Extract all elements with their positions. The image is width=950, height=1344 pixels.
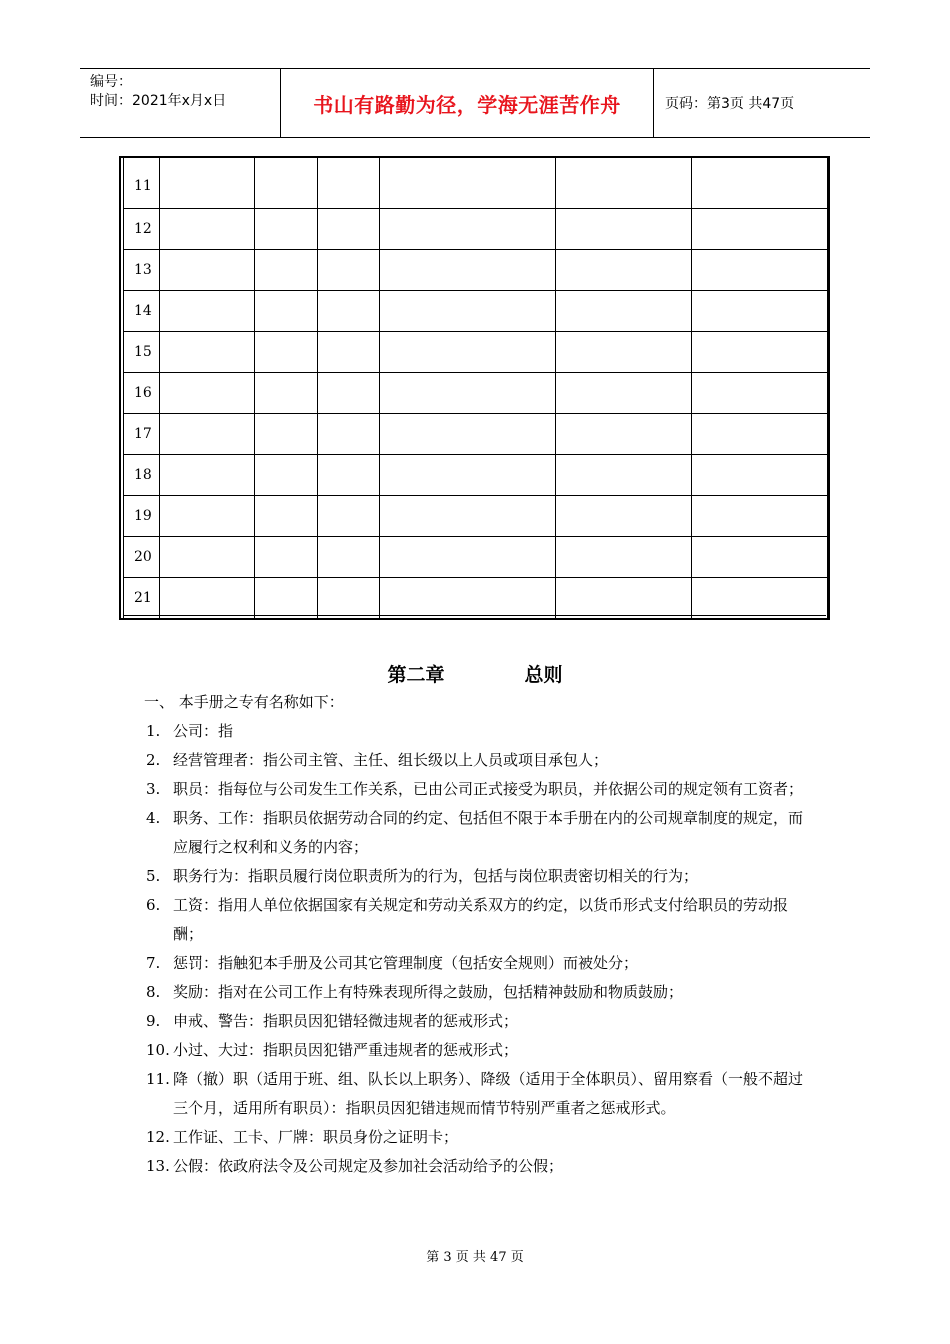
list-item-number: 1.: [146, 722, 161, 740]
table-row: [124, 331, 828, 372]
row-number-cell: 16: [124, 372, 160, 413]
list-item-text: 申戒、警告：指职员因犯错轻微违规者的惩戒形式；: [173, 1012, 519, 1030]
table-cell: [160, 577, 255, 618]
table-cell: [380, 536, 556, 577]
table-cell: [318, 495, 380, 536]
table-cell: [380, 372, 556, 413]
table-cell: [318, 454, 380, 495]
table-cell: [556, 536, 692, 577]
table-cell: [160, 158, 255, 208]
table-cell: [556, 454, 692, 495]
row-number-cell: 11: [124, 158, 160, 208]
list-item-number: 10.: [146, 1041, 170, 1059]
list-item-number: 13.: [146, 1157, 170, 1175]
table-cell: [692, 331, 828, 372]
table-row: [124, 249, 828, 290]
chapter-heading: [0, 660, 950, 687]
table-row: [124, 372, 828, 413]
header-divider: [653, 69, 654, 137]
table-cell: [255, 577, 318, 618]
table-row: [124, 158, 828, 208]
table-cell: [692, 208, 828, 249]
table-cell: [556, 249, 692, 290]
table-cell: [380, 249, 556, 290]
header-motto-cell: [281, 69, 653, 137]
list-item-text: 职务行为：指职员履行岗位职责所为的行为，包括与岗位职责密切相关的行为；: [173, 867, 699, 885]
table-cell: [255, 158, 318, 208]
page-footer: 第 3 页 共 47 页: [426, 1250, 524, 1265]
row-number-cell: 15: [124, 331, 160, 372]
list-item-text: 职务、工作：指职员依据劳动合同的约定、包括但不限于本手册在内的公司规章制度的规定，而应履行之权利和义务的内容；: [173, 809, 804, 856]
table-cell: [556, 413, 692, 454]
list-item-text: 经营管理者：指公司主管、主任、组长级以上人员或项目承包人；: [173, 751, 609, 769]
table-cell: [160, 536, 255, 577]
table-cell: [255, 331, 318, 372]
list-item: [146, 1007, 816, 1036]
list-item-number: 12.: [146, 1128, 170, 1146]
list-item: [146, 717, 816, 746]
table-cell: [255, 454, 318, 495]
table-cell: [160, 249, 255, 290]
table-cell: [556, 495, 692, 536]
list-item-number: 11.: [146, 1070, 170, 1088]
table-cell: [380, 331, 556, 372]
list-item: [146, 1152, 816, 1181]
list-item: [146, 1123, 816, 1152]
list-item: [146, 949, 816, 978]
table-cell: [160, 208, 255, 249]
table-row: [124, 208, 828, 249]
header-meta: [90, 73, 280, 111]
table-cell: [556, 290, 692, 331]
table-cell: [255, 536, 318, 577]
definitions-section: [146, 688, 816, 1181]
page-header: [80, 68, 870, 138]
table-cell: [318, 331, 380, 372]
list-item: [146, 978, 816, 1007]
list-item-text: 惩罚：指触犯本手册及公司其它管理制度（包括安全规则）而被处分；: [173, 954, 639, 972]
list-item-text: 奖励：指对在公司工作上有特殊表现所得之鼓励，包括精神鼓励和物质鼓励；: [173, 983, 684, 1001]
table-cell: [556, 577, 692, 618]
record-table-body: [124, 158, 828, 618]
table-cell: [255, 413, 318, 454]
table-cell: [318, 249, 380, 290]
record-table: [119, 156, 830, 620]
table-cell: [692, 454, 828, 495]
row-number-cell: 21: [124, 577, 160, 618]
table-cell: [318, 158, 380, 208]
table-cell: [692, 536, 828, 577]
row-number-cell: 18: [124, 454, 160, 495]
definitions-list: [146, 717, 816, 1181]
table-cell: [255, 249, 318, 290]
row-number-cell: 13: [124, 249, 160, 290]
document-number-label: 编号：: [90, 74, 132, 90]
table-cell: [692, 413, 828, 454]
row-number-cell: 14: [124, 290, 160, 331]
table-row: [124, 536, 828, 577]
list-item: [146, 891, 816, 949]
table-cell: [556, 158, 692, 208]
list-item-text: 小过、大过：指职员因犯错严重违规者的惩戒形式；: [173, 1041, 519, 1059]
table-cell: [160, 372, 255, 413]
list-item-number: 5.: [146, 867, 161, 885]
list-item-text: 降（撤）职（适用于班、组、队长以上职务）、降级（适用于全体职员）、留用察看（一般不超过三个月，适用所有职员）：指职员因犯错违规而情节特别严重者之惩戒形式。: [173, 1070, 804, 1117]
list-item-text: 公司：指: [173, 722, 234, 740]
list-item-text: 工资：指用人单位依据国家有关规定和劳动关系双方的约定，以货币形式支付给职员的劳动报酬；: [173, 896, 789, 943]
table-cell: [692, 249, 828, 290]
table-cell: [380, 158, 556, 208]
table-cell: [318, 536, 380, 577]
list-item: [146, 746, 816, 775]
list-item: [146, 862, 816, 891]
list-item-text: 公假：依政府法令及公司规定及参加社会活动给予的公假；: [173, 1157, 564, 1175]
list-item-number: 4.: [146, 809, 161, 827]
table-cell: [160, 413, 255, 454]
table-cell: [380, 495, 556, 536]
table-cell: [255, 208, 318, 249]
record-table-grid: [123, 158, 828, 619]
table-cell: [160, 495, 255, 536]
table-cell: [380, 413, 556, 454]
table-cell: [556, 208, 692, 249]
table-cell: [556, 331, 692, 372]
table-cell: [160, 290, 255, 331]
header-page-indicator: 页码：第3页 共47页: [665, 96, 795, 112]
table-row: [124, 454, 828, 495]
document-time-label: 时间：2021年x月x日: [90, 93, 227, 109]
header-motto: 书山有路勤为径，学海无涯苦作舟: [313, 92, 621, 117]
list-item: [146, 775, 816, 804]
table-cell: [692, 372, 828, 413]
table-cell: [318, 290, 380, 331]
table-cell: [380, 454, 556, 495]
list-item-number: 3.: [146, 780, 161, 798]
chapter-number: 第二章: [387, 664, 445, 686]
list-item-number: 7.: [146, 954, 161, 972]
table-cell: [318, 372, 380, 413]
table-cell: [692, 158, 828, 208]
table-row: [124, 577, 828, 618]
chapter-title: 总则: [524, 664, 563, 686]
table-cell: [380, 290, 556, 331]
table-cell: [318, 577, 380, 618]
table-row: [124, 290, 828, 331]
table-cell: [318, 413, 380, 454]
row-number-cell: 20: [124, 536, 160, 577]
table-cell: [380, 577, 556, 618]
table-cell: [160, 454, 255, 495]
table-cell: [692, 290, 828, 331]
table-row: [124, 495, 828, 536]
table-row: [124, 413, 828, 454]
list-item: [146, 804, 816, 862]
list-item-text: 工作证、工卡、厂牌：职员身份之证明卡；: [173, 1128, 459, 1146]
table-cell: [255, 372, 318, 413]
list-item: [146, 1036, 816, 1065]
list-item-text: 职员：指每位与公司发生工作关系，已由公司正式接受为职员，并依据公司的规定领有工资者；: [173, 780, 804, 798]
row-number-cell: 12: [124, 208, 160, 249]
section-intro: 一、 本手册之专有名称如下：: [144, 693, 344, 711]
list-item-number: 6.: [146, 896, 161, 914]
row-number-cell: 17: [124, 413, 160, 454]
table-cell: [318, 208, 380, 249]
table-cell: [692, 577, 828, 618]
table-cell: [255, 290, 318, 331]
list-item: [146, 1065, 816, 1123]
table-cell: [255, 495, 318, 536]
row-number-cell: 19: [124, 495, 160, 536]
list-item-number: 8.: [146, 983, 161, 1001]
list-item-number: 9.: [146, 1012, 161, 1030]
table-cell: [692, 495, 828, 536]
list-item-number: 2.: [146, 751, 161, 769]
table-cell: [380, 208, 556, 249]
table-cell: [556, 372, 692, 413]
table-cell: [160, 331, 255, 372]
